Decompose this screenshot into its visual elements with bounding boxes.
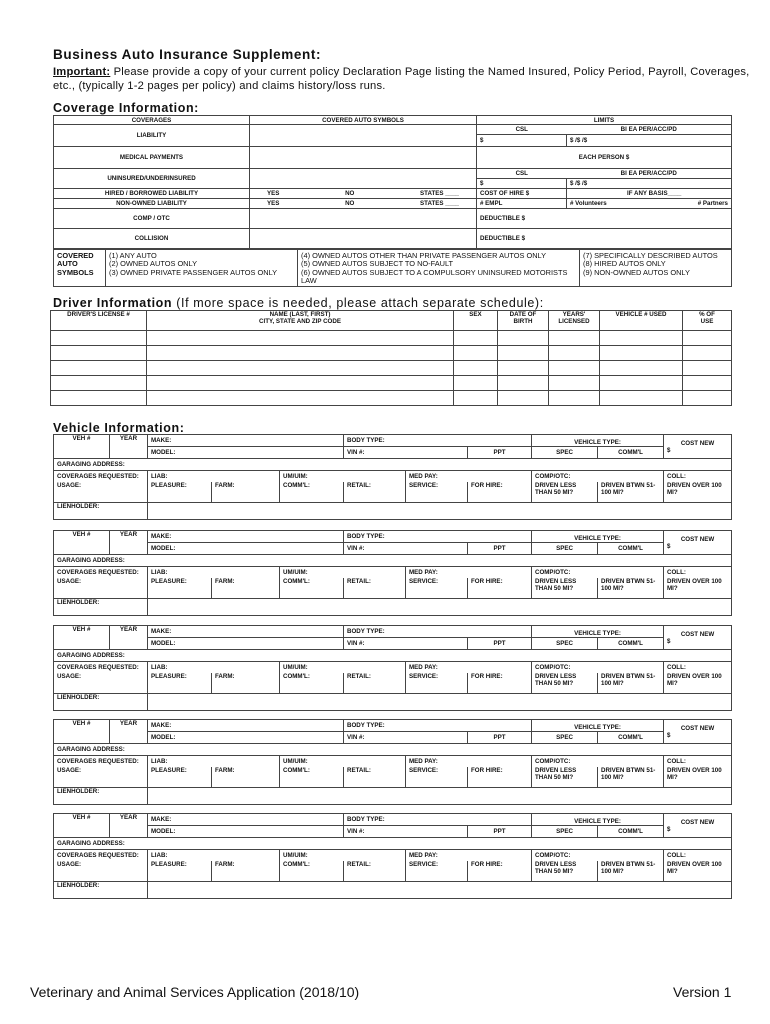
veh-liab[interactable]: LIAB: <box>148 850 280 862</box>
nonowned-label: NON-OWNED LIABILITY <box>54 199 250 209</box>
collision-symbols[interactable] <box>250 229 477 249</box>
veh-comml[interactable]: COMM'L <box>598 638 664 650</box>
veh-vin[interactable]: VIN #: <box>344 543 468 555</box>
veh-model[interactable]: MODEL: <box>148 826 344 838</box>
comp-label: COMP / OTC <box>54 209 250 229</box>
veh-medpay[interactable]: MED PAY: <box>406 756 532 768</box>
comp-deductible[interactable]: DEDUCTIBLE $ <box>477 209 732 229</box>
footer-title: Veterinary and Animal Services Application (2018/10) <box>30 984 360 1000</box>
veh-driven-less[interactable]: DRIVEN LESS THAN 50 MI? <box>532 767 598 787</box>
veh-spec[interactable]: SPEC <box>532 543 598 555</box>
uninsured-symbols[interactable] <box>250 169 477 189</box>
driver-table <box>50 310 732 406</box>
veh-retail[interactable]: RETAIL: <box>344 767 406 787</box>
veh-driven-over[interactable]: DRIVEN OVER 100 MI? <box>664 861 732 881</box>
col-coverages: COVERAGES <box>54 116 250 125</box>
veh-liab[interactable]: LIAB: <box>148 471 280 483</box>
veh-number[interactable]: VEH # <box>54 435 110 459</box>
veh-pleasure[interactable]: PLEASURE: <box>148 578 212 598</box>
col-vehicle: VEHICLE # USED <box>600 311 683 331</box>
vehicle-block <box>53 530 732 616</box>
veh-coverages-requested: COVERAGES REQUESTED: <box>54 756 148 768</box>
coverage-table <box>53 115 732 249</box>
col-sex: SEX <box>454 311 498 331</box>
veh-retail[interactable]: RETAIL: <box>344 578 406 598</box>
col-dob: DATE OF BIRTH <box>498 311 549 331</box>
veh-model[interactable]: MODEL: <box>148 638 344 650</box>
veh-service[interactable]: SERVICE: <box>406 673 468 693</box>
veh-number[interactable]: VEH # <box>54 531 110 555</box>
veh-service[interactable]: SERVICE: <box>406 767 468 787</box>
veh-year[interactable]: YEAR <box>110 814 148 838</box>
veh-spec[interactable]: SPEC <box>532 826 598 838</box>
veh-garaging[interactable]: GARAGING ADDRESS: <box>54 744 732 756</box>
veh-farm[interactable]: FARM: <box>212 767 280 787</box>
veh-number[interactable]: VEH # <box>54 626 110 650</box>
veh-comml[interactable]: COMM'L <box>598 447 664 459</box>
um-csl-value[interactable]: $ <box>477 179 567 189</box>
veh-vin[interactable]: VIN #: <box>344 732 468 744</box>
veh-body[interactable]: BODY TYPE: <box>344 814 532 826</box>
veh-lienholder: LIENHOLDER: <box>54 881 148 898</box>
veh-year[interactable]: YEAR <box>110 531 148 555</box>
veh-coll[interactable]: COLL: <box>664 662 732 674</box>
veh-compotc[interactable]: COMP/OTC: <box>532 471 664 483</box>
veh-cost-new[interactable]: COST NEW $ <box>664 435 732 459</box>
veh-forhire[interactable]: FOR HIRE: <box>468 767 532 787</box>
csl-label: CSL <box>477 125 567 135</box>
coverage-heading: Coverage Information: <box>53 101 199 115</box>
veh-driven-over[interactable]: DRIVEN OVER 100 MI? <box>664 482 732 502</box>
veh-usage: USAGE: <box>54 482 148 502</box>
veh-liab[interactable]: LIAB: <box>148 567 280 579</box>
veh-compotc[interactable]: COMP/OTC: <box>532 662 664 674</box>
veh-spec[interactable]: SPEC <box>532 447 598 459</box>
veh-liab[interactable]: LIAB: <box>148 756 280 768</box>
veh-retail[interactable]: RETAIL: <box>344 673 406 693</box>
veh-service[interactable]: SERVICE: <box>406 578 468 598</box>
veh-lienholder-value[interactable] <box>148 693 732 710</box>
veh-ppt[interactable]: PPT <box>468 447 532 459</box>
symbols-col-3: (7) SPECIFICALLY DESCRIBED AUTOS (8) HIRED AUTOS ONLY (9) NON-OWNED AUTOS ONLY <box>580 250 732 287</box>
veh-pleasure[interactable]: PLEASURE: <box>148 767 212 787</box>
veh-medpay[interactable]: MED PAY: <box>406 662 532 674</box>
veh-cost-new[interactable]: COST NEW $ <box>664 626 732 650</box>
veh-lienholder: LIENHOLDER: <box>54 693 148 710</box>
veh-comml-usage[interactable]: COMM'L: <box>280 578 344 598</box>
comp-symbols[interactable] <box>250 209 477 229</box>
col-license: DRIVER'S LICENSE # <box>51 311 147 331</box>
veh-make[interactable]: MAKE: <box>148 814 344 826</box>
veh-farm[interactable]: FARM: <box>212 861 280 881</box>
veh-garaging[interactable]: GARAGING ADDRESS: <box>54 459 732 471</box>
veh-umuim[interactable]: UM/UIM: <box>280 756 406 768</box>
veh-usage: USAGE: <box>54 861 148 881</box>
bi-ea-label: BI EA PER/ACC/PD <box>567 125 732 135</box>
veh-farm[interactable]: FARM: <box>212 482 280 502</box>
veh-comml-usage[interactable]: COMM'L: <box>280 767 344 787</box>
veh-comml[interactable]: COMM'L <box>598 732 664 744</box>
page-title: Business Auto Insurance Supplement: <box>53 47 322 62</box>
um-bi-ea-label: BI EA PER/ACC/PD <box>567 169 732 179</box>
veh-coll[interactable]: COLL: <box>664 850 732 862</box>
each-person[interactable]: EACH PERSON $ <box>477 147 732 169</box>
medical-label: MEDICAL PAYMENTS <box>54 147 250 169</box>
veh-model[interactable]: MODEL: <box>148 447 344 459</box>
hired-no[interactable]: NO <box>345 190 355 197</box>
important-text: Please provide a copy of your current policy Declaration Page listing the Named Insured, Policy Period, Payroll, Coverages, etc., (typically 1-2 pages per policy) and claims history/loss runs. <box>53 66 750 92</box>
col-use: % OF USE <box>683 311 732 331</box>
veh-coverages-requested: COVERAGES REQUESTED: <box>54 567 148 579</box>
hired-yes[interactable]: YES <box>267 190 280 197</box>
veh-compotc[interactable]: COMP/OTC: <box>532 567 664 579</box>
footer-version: Version 1 <box>673 984 732 1000</box>
hired-options[interactable] <box>250 189 477 199</box>
veh-ppt[interactable]: PPT <box>468 826 532 838</box>
veh-service[interactable]: SERVICE: <box>406 482 468 502</box>
veh-medpay[interactable]: MED PAY: <box>406 850 532 862</box>
symbols-col-1: (1) ANY AUTO (2) OWNED AUTOS ONLY (3) OWNED PRIVATE PASSENGER AUTOS ONLY <box>106 250 298 287</box>
veh-usage: USAGE: <box>54 767 148 787</box>
veh-year[interactable]: YEAR <box>110 720 148 744</box>
veh-number[interactable]: VEH # <box>54 814 110 838</box>
veh-coll[interactable]: COLL: <box>664 471 732 483</box>
veh-year[interactable]: YEAR <box>110 435 148 459</box>
nonowned-no[interactable]: NO <box>345 200 355 207</box>
volunteers-count[interactable]: # Volunteers <box>570 200 607 207</box>
veh-pleasure[interactable]: PLEASURE: <box>148 861 212 881</box>
symbols-col-2: (4) OWNED AUTOS OTHER THAN PRIVATE PASSENGER AUTOS ONLY (5) OWNED AUTOS SUBJECT TO NO-FAULT (6) OWNED AUTOS SUBJECT TO A COMPULSORY UNINSURED MOTORISTS LAW <box>298 250 580 287</box>
veh-driven-over[interactable]: DRIVEN OVER 100 MI? <box>664 767 732 787</box>
veh-vin[interactable]: VIN #: <box>344 826 468 838</box>
veh-forhire[interactable]: FOR HIRE: <box>468 861 532 881</box>
veh-comml-usage[interactable]: COMM'L: <box>280 482 344 502</box>
veh-retail[interactable]: RETAIL: <box>344 861 406 881</box>
nonowned-counts[interactable] <box>567 199 732 209</box>
um-bi-value[interactable]: $ /$ /$ <box>567 179 732 189</box>
uninsured-label: UNINSURED/UNDERINSURED <box>54 169 250 189</box>
veh-forhire[interactable]: FOR HIRE: <box>468 578 532 598</box>
veh-lienholder-value[interactable] <box>148 881 732 898</box>
collision-deductible[interactable]: DEDUCTIBLE $ <box>477 229 732 249</box>
veh-make[interactable]: MAKE: <box>148 531 344 543</box>
vehicle-block <box>53 813 732 899</box>
veh-cost-new[interactable]: COST NEW $ <box>664 720 732 744</box>
veh-umuim[interactable]: UM/UIM: <box>280 471 406 483</box>
medical-symbols[interactable] <box>250 147 477 169</box>
veh-number[interactable]: VEH # <box>54 720 110 744</box>
col-name: NAME (LAST, FIRST) CITY, STATE AND ZIP CODE <box>147 311 454 331</box>
um-csl-label: CSL <box>477 169 567 179</box>
veh-body[interactable]: BODY TYPE: <box>344 720 532 732</box>
important-note <box>53 65 753 93</box>
vehicle-block <box>53 434 732 520</box>
veh-ppt[interactable]: PPT <box>468 732 532 744</box>
collision-label: COLLISION <box>54 229 250 249</box>
veh-spec[interactable]: SPEC <box>532 732 598 744</box>
veh-umuim[interactable]: UM/UIM: <box>280 567 406 579</box>
vehicle-heading: Vehicle Information: <box>53 421 185 435</box>
veh-type-label: VEHICLE TYPE: <box>532 814 664 826</box>
veh-driven-less[interactable]: DRIVEN LESS THAN 50 MI? <box>532 673 598 693</box>
veh-model[interactable]: MODEL: <box>148 543 344 555</box>
veh-coverages-requested: COVERAGES REQUESTED: <box>54 662 148 674</box>
driver-row[interactable] <box>51 361 732 376</box>
veh-umuim[interactable]: UM/UIM: <box>280 662 406 674</box>
veh-comml[interactable]: COMM'L <box>598 826 664 838</box>
veh-coll[interactable]: COLL: <box>664 756 732 768</box>
veh-garaging[interactable]: GARAGING ADDRESS: <box>54 555 732 567</box>
driver-row[interactable] <box>51 391 732 406</box>
veh-lienholder-value[interactable] <box>148 787 732 804</box>
veh-coll[interactable]: COLL: <box>664 567 732 579</box>
empl-count[interactable]: # EMPL <box>477 199 567 209</box>
veh-spec[interactable]: SPEC <box>532 638 598 650</box>
nonowned-options[interactable] <box>250 199 477 209</box>
veh-make[interactable]: MAKE: <box>148 626 344 638</box>
col-symbols: COVERED AUTO SYMBOLS <box>250 116 477 125</box>
nonowned-yes[interactable]: YES <box>267 200 280 207</box>
veh-comml-usage[interactable]: COMM'L: <box>280 673 344 693</box>
liability-bi-value[interactable]: $ /$ /$ <box>567 135 732 147</box>
veh-pleasure[interactable]: PLEASURE: <box>148 673 212 693</box>
veh-compotc[interactable]: COMP/OTC: <box>532 850 664 862</box>
veh-cost-new[interactable]: COST NEW $ <box>664 531 732 555</box>
veh-farm[interactable]: FARM: <box>212 673 280 693</box>
veh-retail[interactable]: RETAIL: <box>344 482 406 502</box>
veh-body[interactable]: BODY TYPE: <box>344 531 532 543</box>
veh-comml-usage[interactable]: COMM'L: <box>280 861 344 881</box>
veh-ppt[interactable]: PPT <box>468 638 532 650</box>
hired-states[interactable]: STATES ____ <box>420 190 459 197</box>
veh-lienholder-value[interactable] <box>148 598 732 615</box>
veh-garaging[interactable]: GARAGING ADDRESS: <box>54 838 732 850</box>
col-limits: LIMITS <box>477 116 732 125</box>
veh-type-label: VEHICLE TYPE: <box>532 435 664 447</box>
veh-driven-less[interactable]: DRIVEN LESS THAN 50 MI? <box>532 578 598 598</box>
veh-body[interactable]: BODY TYPE: <box>344 626 532 638</box>
veh-type-label: VEHICLE TYPE: <box>532 626 664 638</box>
if-any-basis[interactable]: IF ANY BASIS____ <box>567 189 732 199</box>
veh-driven-btwn[interactable]: DRIVEN BTWN 51-100 MI? <box>598 861 664 881</box>
veh-umuim[interactable]: UM/UIM: <box>280 850 406 862</box>
veh-driven-over[interactable]: DRIVEN OVER 100 MI? <box>664 673 732 693</box>
veh-forhire[interactable]: FOR HIRE: <box>468 482 532 502</box>
driver-row[interactable] <box>51 376 732 391</box>
veh-compotc[interactable]: COMP/OTC: <box>532 756 664 768</box>
veh-pleasure[interactable]: PLEASURE: <box>148 482 212 502</box>
veh-type-label: VEHICLE TYPE: <box>532 531 664 543</box>
veh-driven-over[interactable]: DRIVEN OVER 100 MI? <box>664 578 732 598</box>
veh-type-label: VEHICLE TYPE: <box>532 720 664 732</box>
veh-service[interactable]: SERVICE: <box>406 861 468 881</box>
vehicle-block <box>53 625 732 711</box>
veh-cost-new[interactable]: COST NEW $ <box>664 814 732 838</box>
partners-count[interactable]: # Partners <box>697 200 728 207</box>
nonowned-states[interactable]: STATES ____ <box>420 200 459 207</box>
driver-heading: Driver Information (If more space is needed, please attach separate schedule): <box>53 296 544 310</box>
symbols-table <box>53 249 732 287</box>
veh-farm[interactable]: FARM: <box>212 578 280 598</box>
veh-driven-less[interactable]: DRIVEN LESS THAN 50 MI? <box>532 861 598 881</box>
veh-lienholder: LIENHOLDER: <box>54 787 148 804</box>
liability-symbols[interactable] <box>250 125 477 147</box>
veh-body[interactable]: BODY TYPE: <box>344 435 532 447</box>
veh-garaging[interactable]: GARAGING ADDRESS: <box>54 650 732 662</box>
veh-coverages-requested: COVERAGES REQUESTED: <box>54 471 148 483</box>
vehicle-block <box>53 719 732 805</box>
driver-row[interactable] <box>51 346 732 361</box>
driver-row[interactable] <box>51 331 732 346</box>
veh-usage: USAGE: <box>54 673 148 693</box>
hired-label: HIRED / BORROWED LIABILITY <box>54 189 250 199</box>
veh-liab[interactable]: LIAB: <box>148 662 280 674</box>
veh-vin[interactable]: VIN #: <box>344 447 468 459</box>
veh-lienholder: LIENHOLDER: <box>54 598 148 615</box>
cost-of-hire[interactable]: COST OF HIRE $ <box>477 189 567 199</box>
veh-make[interactable]: MAKE: <box>148 720 344 732</box>
symbols-label: COVERED AUTO SYMBOLS <box>54 250 106 287</box>
veh-medpay[interactable]: MED PAY: <box>406 471 532 483</box>
liability-label: LIABILITY <box>54 125 250 147</box>
veh-ppt[interactable]: PPT <box>468 543 532 555</box>
important-label: Important: <box>53 66 111 78</box>
veh-lienholder-value[interactable] <box>148 502 732 519</box>
col-years: YEARS' LICENSED <box>549 311 600 331</box>
veh-vin[interactable]: VIN #: <box>344 638 468 650</box>
veh-driven-less[interactable]: DRIVEN LESS THAN 50 MI? <box>532 482 598 502</box>
veh-lienholder: LIENHOLDER: <box>54 502 148 519</box>
veh-make[interactable]: MAKE: <box>148 435 344 447</box>
veh-model[interactable]: MODEL: <box>148 732 344 744</box>
veh-coverages-requested: COVERAGES REQUESTED: <box>54 850 148 862</box>
veh-forhire[interactable]: FOR HIRE: <box>468 673 532 693</box>
veh-driven-btwn[interactable]: DRIVEN BTWN 51-100 MI? <box>598 673 664 693</box>
veh-year[interactable]: YEAR <box>110 626 148 650</box>
veh-driven-btwn[interactable]: DRIVEN BTWN 51-100 MI? <box>598 767 664 787</box>
veh-driven-btwn[interactable]: DRIVEN BTWN 51-100 MI? <box>598 578 664 598</box>
veh-driven-btwn[interactable]: DRIVEN BTWN 51-100 MI? <box>598 482 664 502</box>
veh-medpay[interactable]: MED PAY: <box>406 567 532 579</box>
veh-comml[interactable]: COMM'L <box>598 543 664 555</box>
liability-csl-value[interactable]: $ <box>477 135 567 147</box>
veh-usage: USAGE: <box>54 578 148 598</box>
